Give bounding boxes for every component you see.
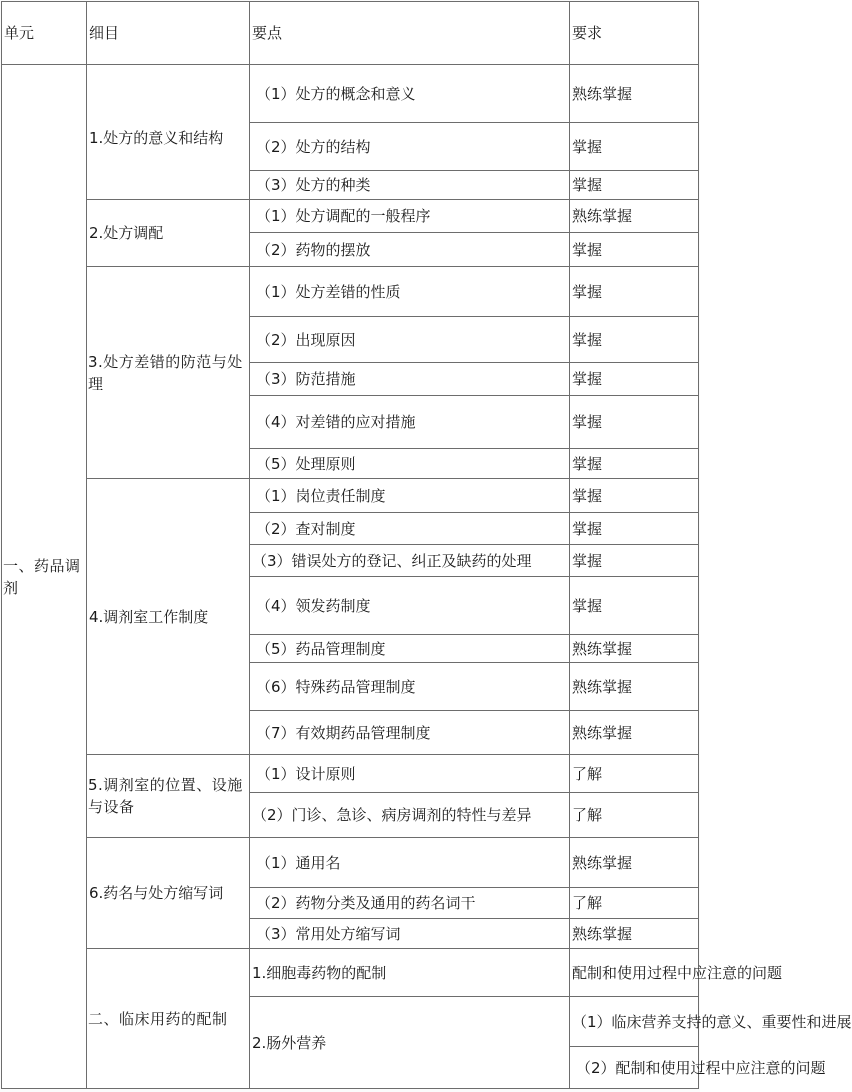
point-cell: （1）临床营养支持的意义、重要性和进展 [570, 997, 699, 1047]
point-cell: （4）对差错的应对措施 [250, 396, 570, 449]
point-cell: （6）特殊药品管理制度 [250, 663, 570, 711]
point-cell: （1）设计原则 [250, 755, 570, 793]
requirement-cell: 熟练掌握 [570, 635, 699, 663]
requirement-cell: 熟练掌握 [570, 200, 699, 233]
detail-cell: 5.调剂室的位置、设施与设备 [87, 755, 250, 838]
point-cell: （2）出现原因 [250, 317, 570, 363]
point-cell: 配制和使用过程中应注意的问题 [570, 949, 699, 997]
point-cell: （5）处理原则 [250, 449, 570, 479]
detail-label: 1.处方的意义和结构 [89, 129, 224, 147]
point-cell: （3）防范措施 [250, 363, 570, 396]
requirement-cell: 掌握 [570, 545, 699, 577]
requirement-cell: 了解 [570, 755, 699, 793]
requirement-cell: 掌握 [570, 171, 699, 200]
table-row [2, 65, 699, 123]
point-cell: （3）常用处方缩写词 [250, 919, 570, 949]
point-cell: （4）领发药制度 [250, 577, 570, 635]
requirement-cell: 熟练掌握 [570, 663, 699, 711]
requirement-cell: 掌握 [570, 513, 699, 545]
detail-cell: 2.处方调配 [87, 200, 250, 267]
requirement-cell: 熟练掌握 [570, 919, 699, 949]
point-cell: （1）处方调配的一般程序 [250, 200, 570, 233]
table-row [2, 479, 699, 513]
detail-cell: 1.细胞毒药物的配制 [250, 949, 570, 997]
requirement-cell: 熟练掌握 [570, 838, 699, 888]
unit-cell-2: 二、临床用药的配制 [87, 949, 250, 1089]
requirement-cell: 掌握 [570, 396, 699, 449]
table-row [2, 200, 699, 233]
point-cell: （3）错误处方的登记、纠正及缺药的处理 [250, 545, 570, 577]
point-cell: （1）岗位责任制度 [250, 479, 570, 513]
detail-cell: 2.肠外营养 [250, 997, 570, 1089]
requirement-cell: 了解 [570, 888, 699, 919]
table-row [2, 755, 699, 793]
point-cell: （2）配制和使用过程中应注意的问题 [570, 1047, 699, 1089]
point-cell: （1）处方差错的性质 [250, 267, 570, 317]
requirement-cell: 熟练掌握 [570, 65, 699, 123]
detail-cell: 4.调剂室工作制度 [87, 479, 250, 755]
header-point: 要点 [250, 2, 570, 65]
table-row [2, 949, 699, 997]
requirement-cell: 掌握 [570, 233, 699, 267]
table-row [2, 838, 699, 888]
header-requirement: 要求 [570, 2, 699, 65]
point-cell: （3）处方的种类 [250, 171, 570, 200]
header-detail: 细目 [87, 2, 250, 65]
header-row [2, 2, 699, 65]
point-cell: （7）有效期药品管理制度 [250, 711, 570, 755]
requirement-cell: 掌握 [570, 123, 699, 171]
point-cell: （2）处方的结构 [250, 123, 570, 171]
point-cell: （2）门诊、急诊、病房调剂的特性与差异 [250, 793, 570, 838]
detail-cell: 3.处方差错的防范与处理 [87, 267, 250, 479]
syllabus-table [1, 1, 852, 1089]
requirement-cell: 掌握 [570, 317, 699, 363]
requirement-cell: 了解 [570, 793, 699, 838]
header-unit: 单元 [2, 2, 87, 65]
table-row [2, 267, 699, 317]
unit-cell-1: 一、药品调剂 [2, 65, 87, 1089]
requirement-cell: 掌握 [570, 363, 699, 396]
point-cell: （2）药物的摆放 [250, 233, 570, 267]
point-cell: （1）处方的概念和意义 [250, 65, 570, 123]
point-cell: （2）药物分类及通用的药名词干 [250, 888, 570, 919]
point-cell: （1）通用名 [250, 838, 570, 888]
point-cell: （5）药品管理制度 [250, 635, 570, 663]
detail-cell [87, 65, 250, 200]
detail-cell: 6.药名与处方缩写词 [87, 838, 250, 949]
point-cell: （2）查对制度 [250, 513, 570, 545]
requirement-cell: 熟练掌握 [570, 711, 699, 755]
requirement-cell: 掌握 [570, 267, 699, 317]
requirement-cell: 掌握 [570, 577, 699, 635]
requirement-cell: 掌握 [570, 449, 699, 479]
requirement-cell: 掌握 [570, 479, 699, 513]
